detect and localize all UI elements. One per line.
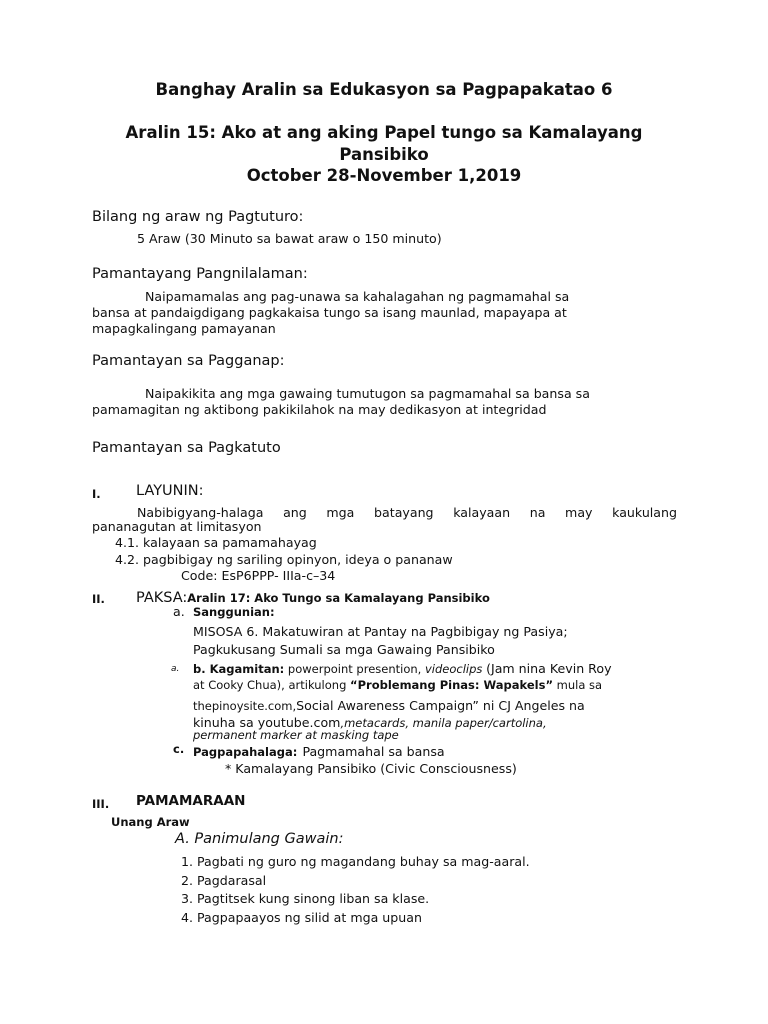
- pagpapahalaga-heading: Pagpapahalaga:: [193, 745, 298, 759]
- layunin-item-1: 4.1. kalayaan sa pamamahayag: [115, 535, 317, 550]
- pagpapahalaga-text: Pagmamahal sa bansa: [302, 744, 445, 759]
- bilang-text: 5 Araw (30 Minuto sa bawat araw o 150 minuto): [137, 231, 442, 246]
- pamamaraan-number: III.: [92, 797, 110, 811]
- kagamitan-line3a: thepinoysite.com,: [193, 699, 297, 713]
- pagganap-line1: Naipakikita ang mga gawaing tumutugon sa pagmamahal sa bansa sa: [145, 386, 590, 401]
- pangnilalaman-line2: bansa at pandaigdigang pagkakaisa tungo sa isang maunlad, mapayapa at: [92, 305, 567, 320]
- pangnilalaman-heading: Pamantayang Pangnilalaman:: [92, 266, 308, 282]
- list-item: 2. Pagdarasal: [181, 873, 267, 888]
- unang-araw: Unang Araw: [111, 815, 190, 829]
- list-item: 3. Pagtitsek kung sinong liban sa klase.: [181, 891, 430, 906]
- sanggunian-line1: MISOSA 6. Makatuwiran at Pantay na Pagbibigay ng Pasiya;: [193, 624, 568, 639]
- kagamitan-line4b: ,metacards, manila paper/cartolina,: [340, 716, 547, 730]
- bilang-heading: Bilang ng araw ng Pagtuturo:: [92, 209, 304, 225]
- layunin-item-2: 4.2. pagbibigay ng sariling opinyon, ideya o pananaw: [115, 552, 453, 567]
- kagamitan-line2b: “Problemang Pinas: Wapakels”: [350, 678, 554, 692]
- paksa-heading: PAKSA:: [136, 590, 188, 606]
- paksa-line: [136, 587, 490, 606]
- kagamitan-text2: videoclips: [424, 662, 483, 676]
- layunin-heading: LAYUNIN:: [136, 483, 204, 499]
- layunin-line1: Nabibigyang-halaga ang mga batayang kalayaan na may kaukulang: [137, 505, 677, 520]
- kagamitan-line2a: at Cooky Chua), artikulong: [193, 678, 347, 692]
- kagamitan-marker: a.: [171, 664, 180, 674]
- sanggunian-label: a.: [173, 604, 185, 619]
- list-item: 1. Pagbati ng guro ng magandang buhay sa mag-aaral.: [181, 854, 530, 869]
- layunin-line2: pananagutan at limitasyon: [92, 519, 262, 534]
- pagganap-heading: Pamantayan sa Pagganap:: [92, 353, 285, 369]
- lesson-date: October 28-November 1,2019: [246, 166, 522, 185]
- doc-title: Banghay Aralin sa Edukasyon sa Pagpapakatao 6: [155, 80, 613, 99]
- kagamitan-line1: [193, 661, 612, 676]
- layunin-number: I.: [92, 487, 101, 501]
- kagamitan-text1: powerpoint presention,: [287, 662, 422, 676]
- pagpapahalaga-sub: * Kamalayang Pansibiko (Civic Consciousness): [225, 761, 517, 776]
- kagamitan-line5: permanent marker at masking tape: [193, 728, 399, 742]
- layunin-code: Code: EsP6PPP- IIIa-c–34: [181, 568, 336, 583]
- list-item: 4. Pagpapaayos ng silid at mga upuan: [181, 910, 422, 925]
- pagpapahalaga-label: c.: [173, 742, 185, 756]
- lesson-title-line2: Pansibiko: [339, 145, 429, 164]
- pagpapahalaga-line: [193, 741, 445, 760]
- pangnilalaman-line3: mapagkalingang pamayanan: [92, 321, 276, 336]
- kagamitan-line3b: Social Awareness Campaign” ni CJ Angeles na: [296, 698, 585, 713]
- kagamitan-line2: [193, 678, 602, 692]
- paksa-number: II.: [92, 592, 105, 606]
- pagkatuto-heading: Pamantayan sa Pagkatuto: [92, 440, 281, 456]
- sanggunian-line2: Pagkukusang Sumali sa mga Gawaing Pansibiko: [193, 642, 495, 657]
- paksa-subtitle: Aralin 17: Ako Tungo sa Kamalayang Pansibiko: [187, 591, 490, 605]
- pagganap-line2: pamamagitan ng aktibong pakikilahok na may dedikasyon at integridad: [92, 402, 547, 417]
- pamamaraan-heading: PAMAMARAAN: [136, 793, 246, 809]
- kagamitan-label: b. Kagamitan:: [193, 662, 285, 676]
- sanggunian-heading: Sanggunian:: [193, 605, 275, 619]
- panimulang-gawain-heading: A. Panimulang Gawain:: [175, 831, 344, 847]
- kagamitan-line4a: kinuha sa youtube.com: [193, 715, 341, 730]
- kagamitan-text3: (Jam nina Kevin Roy: [486, 661, 612, 676]
- pangnilalaman-line1: Naipamamalas ang pag-unawa sa kahalagahan ng pagmamahal sa: [145, 289, 570, 304]
- kagamitan-line2c: mula sa: [556, 678, 603, 692]
- lesson-title-line1: Aralin 15: Ako at ang aking Papel tungo sa Kamalayang: [125, 123, 643, 142]
